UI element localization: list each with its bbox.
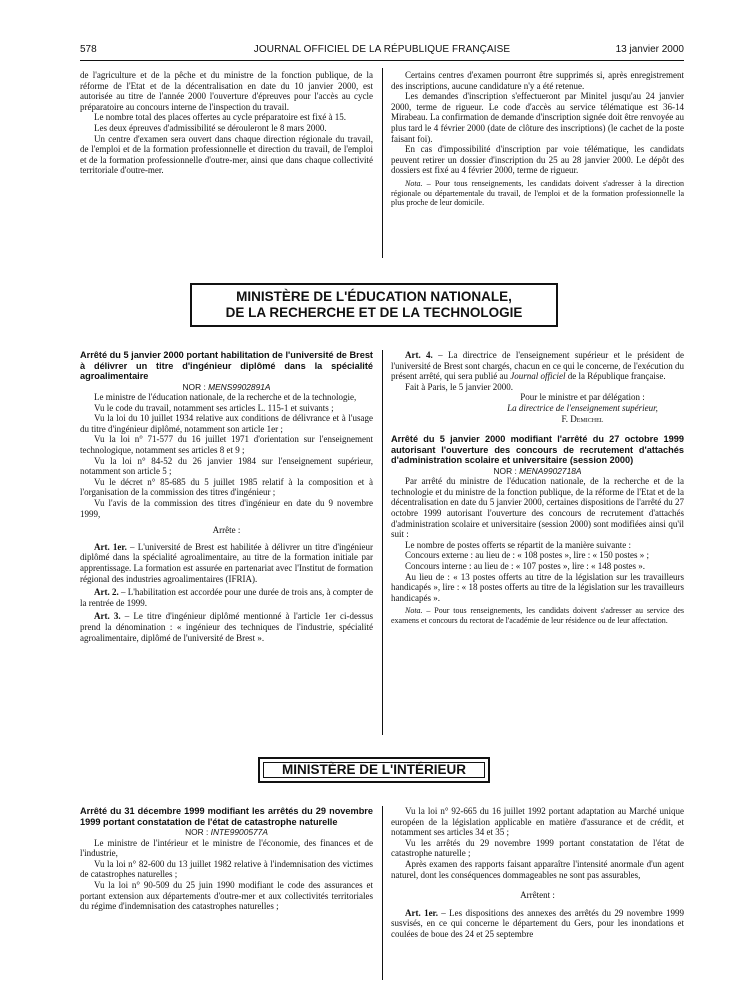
nor-label: NOR : <box>185 827 211 837</box>
bottom-left-column <box>80 806 373 912</box>
article-3 <box>80 611 373 643</box>
signature-role: La directrice de l'enseignement supérieur, <box>507 402 658 413</box>
top-left-column <box>80 70 373 176</box>
nor-code: INTE9900577A <box>210 827 268 837</box>
article-text: – L'habilitation est accordée pour une durée de trois ans, à compter de la rentrée de 1999. <box>80 587 373 608</box>
paragraph: Les demandes d'inscription s'effectueront par Minitel jusqu'au 24 janvier 2000, terme de rigueur. Le code d'accès au service télématique est 36-14 Mirabeau. La confirmation de demande d'inscription signée doit être renvoyée au plus tard le 4 février 2000 (date de clôture des inscriptions) (le cachet de la poste faisant foi). <box>391 91 684 144</box>
article-label: Art. 1er. <box>94 541 127 552</box>
visa: Vu le code du travail, notamment ses articles L. 115-1 et suivants ; <box>94 402 334 413</box>
visa: Vu l'avis de la commission des titres d'ingénieur en date du 9 novembre 1999, <box>80 498 373 519</box>
nota-label: Nota. <box>405 178 423 188</box>
paragraph: Le ministre de l'éducation nationale, de la recherche et de la technologie, <box>94 392 357 403</box>
article-text: – Les dispositions des annexes des arrêtés du 29 novembre 1999 susvisés, en ce qui concerne le département du Gers, pour les inondations et coulées de boue des 24 et 25 septembre <box>391 907 685 939</box>
paragraph: de l'agriculture et de la pêche et du ministre de la fonction publique, de la réforme de l'Etat et de la décentralisation en date du 10 janvier 2000, est autorisée au titre de l'année 2000 l'ouverture d'épreuves pour l'accès au cycle préparatoire au concours interne de l'inspection du travail. <box>80 70 373 112</box>
ministry-line-1: MINISTÈRE DE L'INTÉRIEUR <box>282 762 466 777</box>
nor-label: NOR : <box>493 465 520 476</box>
nota-text: – Pour tous renseignements, les candidats doivent s'adresser à la direction régionale ou départementale du travail, de l'emploi et de la formation professionnelle la plus proche de leur domicile. <box>391 178 684 208</box>
page-number: 578 <box>80 44 97 55</box>
article-label: Art. 2. <box>94 587 119 598</box>
page-header <box>80 44 684 58</box>
arrete-title: Arrêté du 5 janvier 2000 portant habilitation de l'université de Brest à délivrer un titre d'ingénieur diplômé dans la spécialité agroalimentaire <box>80 350 373 381</box>
article-label: Art. 3. <box>94 611 121 622</box>
article-text: – La directrice de l'enseignement supérieur et le président de l'université de Brest sont chargés, chacun en ce qui le concerne, de l'exécution du présent arrêté, qui sera publié au <box>391 350 684 382</box>
nota-label: Nota. <box>405 606 423 616</box>
column-divider <box>382 350 383 735</box>
done-at: Fait à Paris, le 5 janvier 2000. <box>405 381 513 392</box>
paragraph: Un centre d'examen sera ouvert dans chaque direction régionale du travail, de l'emploi et de la formation professionnelle et direction du travail, de l'emploi et de la formation professionnelle d'outre-mer, ainsi que dans chaque collectivité territoriale d'outre-mer. <box>80 133 373 176</box>
nota-text: – Pour tous renseignements, les candidats doivent s'adresser au service des examens et concours du rectorat de l'académie de leur résidence ou de leur affectation. <box>391 606 684 625</box>
signature-name: F. Demichel <box>561 413 604 424</box>
visa: Vu la loi n° 90-509 du 25 juin 1990 modifiant le code des assurances et portant extension aux départements d'outre-mer et aux collectivités territoriales du régime d'indemnisation des catastrophes naturelles ; <box>80 879 373 912</box>
top-right-column <box>391 70 684 208</box>
paragraph: Certains centres d'examen pourront être supprimés si, après enregistrement des inscriptions, aucune candidature n'y a été retenue. <box>391 70 684 91</box>
journal-title: JOURNAL OFFICIEL DE LA RÉPUBLIQUE FRANÇAISE <box>253 44 511 55</box>
ministry-heading-interior <box>258 757 490 783</box>
column-divider <box>382 806 383 980</box>
visa: Vu la loi n° 82-600 du 13 juillet 1982 relative à l'indemnisation des victimes de catastrophes naturelles ; <box>80 858 373 880</box>
article-label: Art. 1er. <box>405 907 438 918</box>
arrete-keyword: Arrête : <box>212 525 241 536</box>
middle-left-column <box>80 350 373 643</box>
paragraph: Les deux épreuves d'admissibilité se dérouleront le 8 mars 2000. <box>94 122 327 133</box>
visa: Après examen des rapports faisant apparaître l'intensité anormale d'un agent naturel, dont les conséquences dommageables ne sont pas assurables, <box>391 858 684 880</box>
visa: Vu le décret n° 85-685 du 5 juillet 1985 relatif à la composition et à l'organisation de la commission des titres d'ingénieur ; <box>80 476 373 498</box>
journal-name: Journal officiel <box>510 371 566 382</box>
paragraph: Par arrêté du ministre de l'éducation nationale, de la recherche et de la technologie et du ministre de la fonction publique, de la réforme de l'Etat et de la décentralisation en date du 5 janvier 2000, certaines dispositions de l'arrêté du 27 octobre 1999 autorisant l'ouverture des concours de recrutement d'attachés d'administration scolaire et universitaire (session 2000) sont modifiées ainsi qu'il suit : <box>391 476 684 540</box>
ministry-line-1: MINISTÈRE DE L'ÉDUCATION NATIONALE, <box>236 289 512 304</box>
ministry-heading-education <box>190 283 558 327</box>
nor-label: NOR : <box>182 381 209 392</box>
middle-right-column <box>391 350 684 626</box>
arrete-title: Arrêté du 31 décembre 1999 modifiant les arrêtés du 29 novembre 1999 portant constatation de l'état de catastrophe naturelle <box>80 806 373 827</box>
nor-code: MENS9902891A <box>208 381 271 392</box>
paragraph: Concours interne : au lieu de : « 107 postes », lire : « 148 postes ». <box>405 561 645 571</box>
article-text: de la République française. <box>565 371 666 382</box>
visa: Vu la loi n° 71-577 du 16 juillet 1971 d'orientation sur l'enseignement technologique, notamment ses articles 8 et 9 ; <box>80 434 373 456</box>
visa: Vu la loi n° 84-52 du 26 janvier 1984 sur l'enseignement supérieur, notamment son article 5 ; <box>80 455 373 477</box>
paragraph: Le ministre de l'intérieur et le ministre de l'économie, des finances et de l'industrie, <box>80 837 373 859</box>
paragraph: Au lieu de : « 13 postes offerts au titre de la législation sur les travailleurs handicapés », lire : « 18 postes offerts au titre de la législation sur les travailleurs handicapés ». <box>391 571 684 603</box>
article-label: Art. 4. <box>405 350 433 360</box>
article-1 <box>80 542 373 584</box>
visa: Vu la loi n° 92-665 du 16 juillet 1992 portant adaptation au Marché unique européen de la législation applicable en matière d'assurance et de crédit, et notamment ses articles 34 et 35 ; <box>391 806 684 838</box>
issue-date: 13 janvier 2000 <box>615 44 684 55</box>
paragraph: Le nombre total des places offertes au cycle préparatoire est fixé à 15. <box>94 112 346 123</box>
paragraph: Le nombre de postes offerts se répartit de la manière suivante : <box>405 539 632 550</box>
nota-paragraph <box>391 606 684 625</box>
article-1 <box>391 908 684 940</box>
article-text: – Le titre d'ingénieur diplômé mentionné à l'article 1er ci-dessus prend la dénomination : « ingénieur des techniques de l'industrie, spécialité agroalimentaire, diplômé de l'université de Brest ». <box>80 611 373 643</box>
column-divider <box>382 68 383 258</box>
header-rule <box>80 60 684 61</box>
visa: Vu les arrêtés du 29 novembre 1999 portant constatation de l'état de catastrophe naturelle ; <box>391 837 684 859</box>
article-2 <box>80 587 373 608</box>
bottom-right-column <box>391 806 684 940</box>
visa: Vu la loi du 10 juillet 1934 relative aux conditions de délivrance et à l'usage du titre d'ingénieur diplômé, notamment son article 1er ; <box>80 413 373 434</box>
nota-paragraph <box>391 179 684 208</box>
arrete-keyword: Arrêtent : <box>520 890 555 901</box>
nor-code: MENA9902718A <box>519 465 582 476</box>
nor-reference <box>80 827 373 838</box>
nor-reference <box>80 382 373 393</box>
signature-line: Pour le ministre et par délégation : <box>520 392 645 403</box>
article-text: – L'université de Brest est habilitée à délivrer un titre d'ingénieur diplômé dans la spécialité agroalimentaire, au titre de la formation initiale par apprentissage. La formation est assurée en partenariat avec l'Institut de formation régional des industries agroalimentaires (IFRIA). <box>80 541 374 584</box>
nor-reference <box>391 466 684 477</box>
paragraph: En cas d'impossibilité d'inscription par voie télématique, les candidats peuvent retirer un dossier d'inscription du 25 au 28 janvier 2000. Le dépôt des dossiers est fixé au 4 février 2000, terme de rigueur. <box>391 144 684 176</box>
article-4 <box>391 350 684 382</box>
paragraph: Concours externe : au lieu de : « 108 postes », lire : « 150 postes » ; <box>405 550 649 561</box>
arrete-title: Arrêté du 5 janvier 2000 modifiant l'arrêté du 27 octobre 1999 autorisant l'ouverture des concours de recrutement d'attachés d'administration scolaire et universitaire (session 2000) <box>391 434 684 466</box>
ministry-line-2: DE LA RECHERCHE ET DE LA TECHNOLOGIE <box>225 305 523 320</box>
